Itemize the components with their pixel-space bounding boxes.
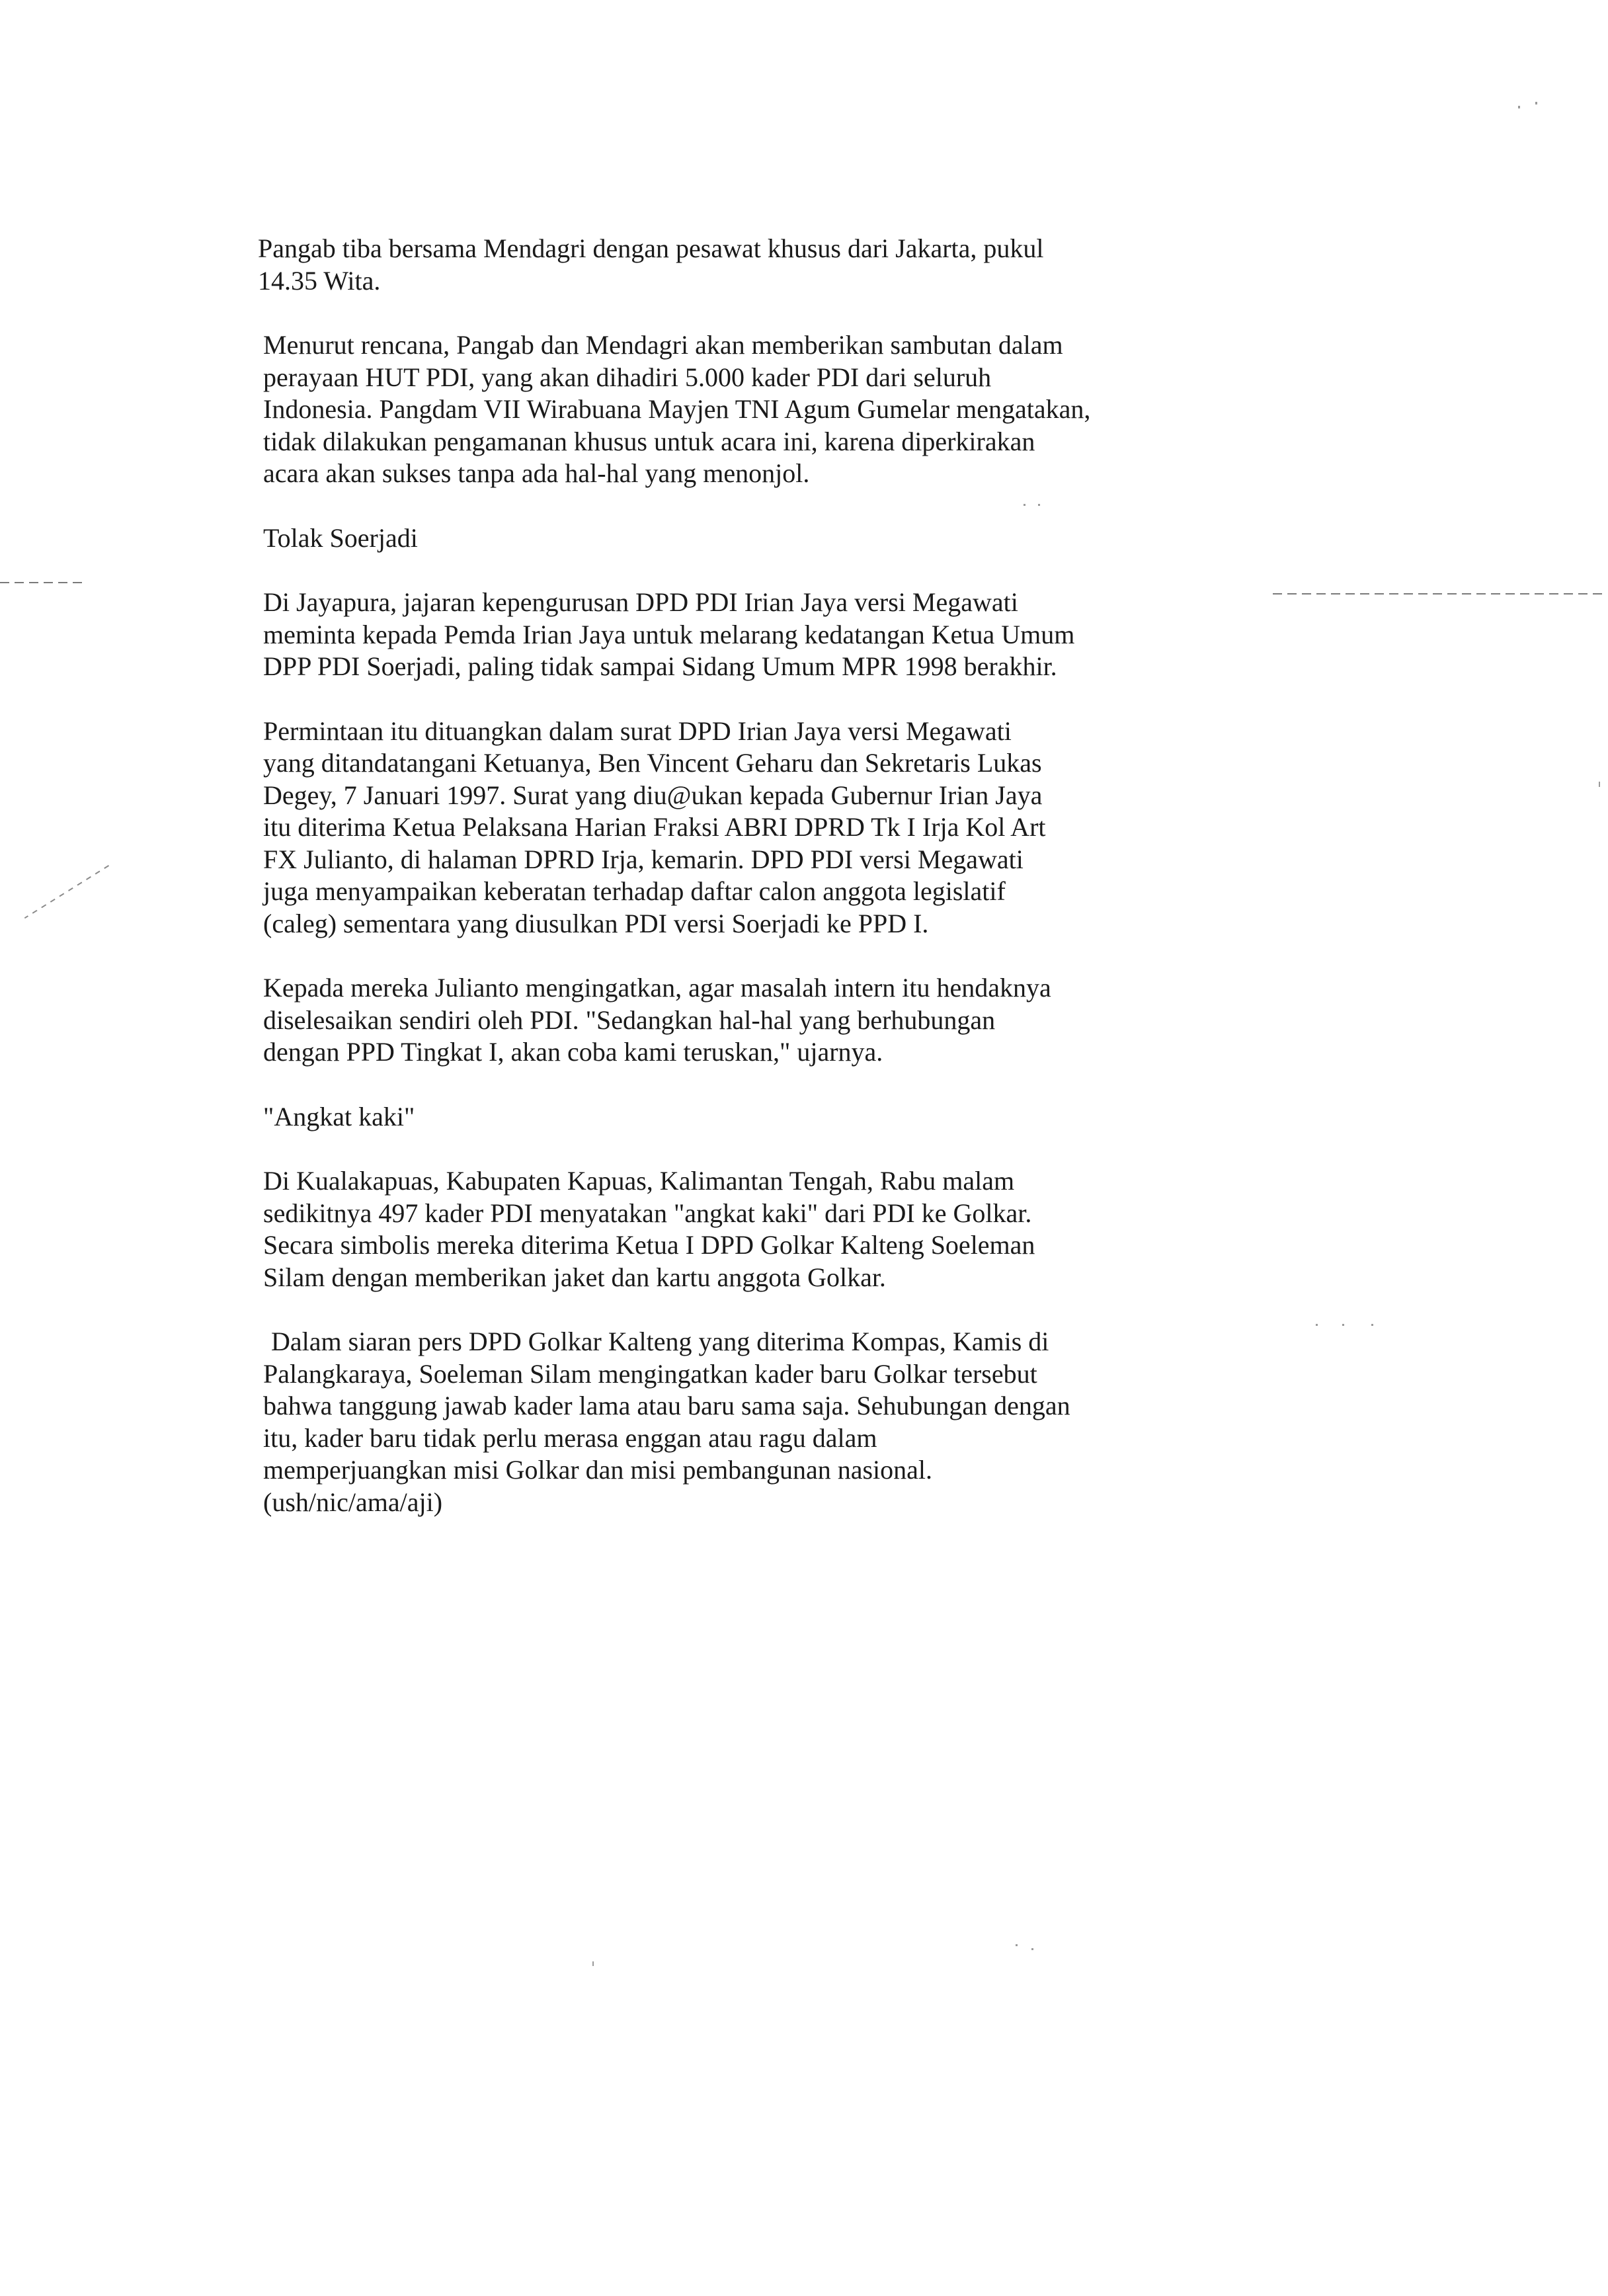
text-line: dengan PPD Tingkat I, akan coba kami teruskan," ujarnya. xyxy=(263,1037,883,1067)
text-line: perayaan HUT PDI, yang akan dihadiri 5.000 kader PDI dari seluruh xyxy=(263,362,992,392)
text-line: Secara simbolis mereka diterima Ketua I DPD Golkar Kalteng Soeleman xyxy=(263,1230,1035,1260)
text-line: Di Jayapura, jajaran kepengurusan DPD PDI Irian Jaya versi Megawati xyxy=(263,587,1018,617)
text-line: bahwa tanggung jawab kader lama atau baru sama saja. Sehubungan dengan xyxy=(263,1391,1070,1420)
scan-speck xyxy=(1518,106,1520,108)
scan-speck xyxy=(1316,1324,1318,1326)
paragraph xyxy=(251,329,1150,490)
text-line: Palangkaraya, Soeleman Silam mengingatkan kader baru Golkar tersebut xyxy=(263,1358,1037,1389)
text-line: Kepada mereka Julianto mengingatkan, agar masalah intern itu hendaknya xyxy=(263,973,1051,1003)
text-line: DPP PDI Soerjadi, paling tidak sampai Sidang Umum MPR 1998 berakhir. xyxy=(263,651,1057,681)
paragraph xyxy=(251,1326,1150,1518)
author-initials: (ush/nic/ama/aji) xyxy=(263,1487,443,1517)
text-line: Degey, 7 Januari 1997. Surat yang diu@ukan kepada Gubernur Irian Jaya xyxy=(263,780,1043,810)
text-line: acara akan sukses tanpa ada hal-hal yang menonjol. xyxy=(263,458,810,488)
text-line: yang ditandatangani Ketuanya, Ben Vincent Geharu dan Sekretaris Lukas xyxy=(263,748,1042,778)
text-line: memperjuangkan misi Golkar dan misi pembangunan nasional. xyxy=(263,1455,932,1485)
paragraph xyxy=(251,233,1150,297)
text-line: Indonesia. Pangdam VII Wirabuana Mayjen TNI Agum Gumelar mengatakan, xyxy=(263,394,1091,424)
text-line: itu diterima Ketua Pelaksana Harian Fraksi ABRI DPRD Tk I Irja Kol Art xyxy=(263,812,1046,842)
scan-speck xyxy=(1599,782,1600,787)
text-line: Pangab tiba bersama Mendagri dengan pesawat khusus dari Jakarta, pukul xyxy=(258,233,1044,263)
paragraph xyxy=(251,1165,1150,1293)
scan-speck xyxy=(1342,1324,1344,1326)
text-line: diselesaikan sendiri oleh PDI. "Sedangkan hal-hal yang berhubungan xyxy=(263,1004,996,1035)
text-line: Dalam siaran pers DPD Golkar Kalteng yang diterima Kompas, Kamis di xyxy=(271,1327,1049,1356)
text-line: itu, kader baru tidak perlu merasa enggan atau ragu dalam xyxy=(263,1422,877,1453)
section-heading: "Angkat kaki" xyxy=(263,1101,415,1131)
paragraph xyxy=(251,972,1150,1069)
scan-speck xyxy=(1371,1324,1373,1326)
text-line: Di Kualakapuas, Kabupaten Kapuas, Kalimantan Tengah, Rabu malam xyxy=(263,1166,1015,1196)
scan-speck xyxy=(1016,1944,1018,1946)
scan-speck xyxy=(1535,102,1537,104)
text-line: sedikitnya 497 kader PDI menyatakan "angkat kaki" dari PDI ke Golkar. xyxy=(263,1198,1032,1228)
paragraph xyxy=(251,716,1150,940)
text-line: juga menyampaikan keberatan terhadap daftar calon anggota legislatif xyxy=(263,876,1006,906)
scan-dash-left xyxy=(0,582,86,583)
scan-speck xyxy=(1031,1948,1033,1950)
text-line: meminta kepada Pemda Irian Jaya untuk melarang kedatangan Ketua Umum xyxy=(263,619,1075,649)
article-body xyxy=(251,233,1150,1551)
text-line: 14.35 Wita. xyxy=(258,265,381,296)
scan-speck xyxy=(592,1961,594,1966)
text-line: Menurut rencana, Pangab dan Mendagri akan memberikan sambutan dalam xyxy=(263,330,1063,360)
paragraph xyxy=(251,587,1150,683)
scan-dash-right xyxy=(1273,593,1603,594)
text-line: (caleg) sementara yang diusulkan PDI versi Soerjadi ke PPD I. xyxy=(263,908,929,938)
text-line: FX Julianto, di halaman DPRD Irja, kemarin. DPD PDI versi Megawati xyxy=(263,844,1024,874)
section-heading: Tolak Soerjadi xyxy=(263,522,418,553)
text-line: Silam dengan memberikan jaket dan kartu anggota Golkar. xyxy=(263,1262,886,1292)
scan-slant-mark xyxy=(24,865,109,919)
text-line: Permintaan itu dituangkan dalam surat DPD Irian Jaya versi Megawati xyxy=(263,716,1012,746)
text-line: tidak dilakukan pengamanan khusus untuk acara ini, karena diperkirakan xyxy=(263,426,1035,456)
